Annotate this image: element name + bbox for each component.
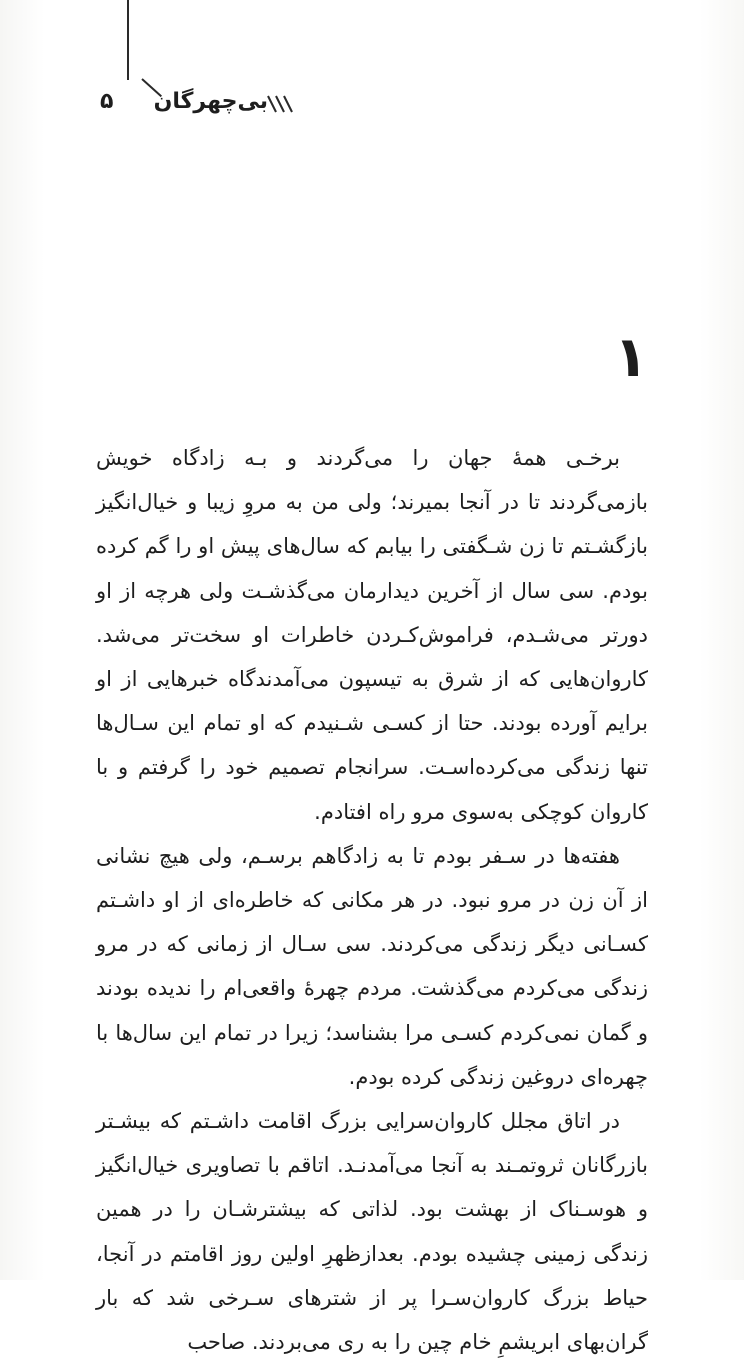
page-number: ۵ [100, 89, 114, 114]
paragraph-2: هفته‌ها در سـفر بودم تا به زادگاهم برسـم، ولی هیچ نشانی از آن زن در مرو نبود. در هر مکانی که خاطره‌ای از او داشـتم کسـانی دیگر زندگی می‌کردند. سی سـال از زمانی که در مرو زندگی می‌کردم می‌گذشت. مردم چهرهٔ واقعی‌ام را ندیده بودند و گمان نمی‌کردم کسـی مرا بشناسد؛ زیرا در تمام این سال‌ها با چهره‌ای دروغین زندگی کرده بودم. [96, 843, 648, 1089]
header-ornament-icon [266, 94, 296, 114]
paragraph-3: در اتاق مجلل کاروان‌سرایی بزرگ اقامت داشـتم که بیشـتر بازرگانان ثروتمـند به آنجا می‌آمدنـد. اتاقم با تصاویری خیال‌انگیز و هوسـناک از بهشت بود. لذاتی که بیشترشـان را در همین زندگی زمینی چشیده بودم. بعدازظهرِ اولین روز اقامتم در آنجا، حیاط بزرگ کاروان‌سـرا پر از شترهای سـرخی شد که بار گران‌بهای ابریشمِ خام چین را به ری می‌بردند. صاحب [96, 1109, 648, 1355]
running-header-title: بی‌چهرگان [153, 89, 268, 114]
paragraph-1: برخـی همهٔ جهان را می‌گردند و بـه زادگاه خویش بازمی‌گردند تا در آنجا بمیرند؛ ولی من به مروِ زیبا و خیال‌انگیز بازگشـتم تا زن شـگفتی را بیابم که سال‌های پیش او را گم کرده بودم. سی سال از آخرین دیدارمان می‌گذشـت ولی هرچه از او دورتر می‌شـدم، فراموش‌کـردن خاطرات او سخت‌تر می‌شد. کاروان‌هایی که از شرق به تیسپون می‌آمدندگاه خبرهایی از او برایم آورده بودند. حتا از کسـی شـنیدم که او تمام این سـال‌ها تنها زندگی می‌کرده‌اسـت. سرانجام تصمیم خود را گرفتم و با کاروان کوچکی به‌سوی مرو راه افتادم. [96, 446, 648, 824]
body-text [96, 436, 648, 1364]
header-vertical-rule [127, 0, 129, 80]
chapter-number: ۱ [613, 325, 648, 390]
